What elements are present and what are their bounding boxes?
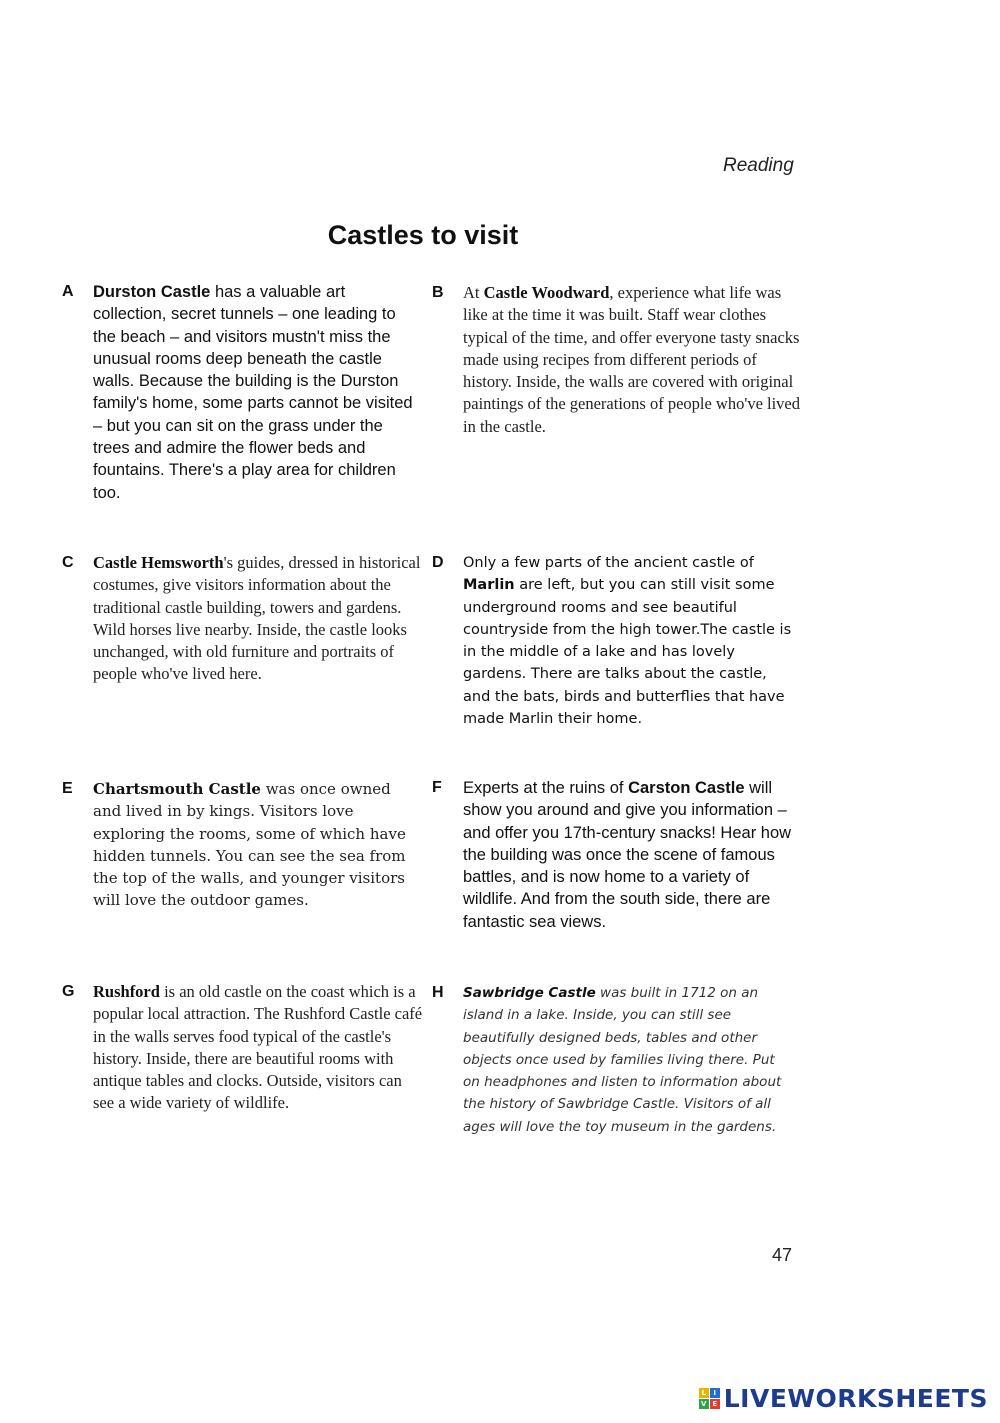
- entry-text: [463, 777, 793, 933]
- entry-intro: Only a few parts of the ancient castle of: [463, 555, 754, 571]
- liveworksheets-icon: [699, 1388, 720, 1409]
- logo-letter: E: [710, 1399, 720, 1409]
- entry-intro: Experts at the ruins of: [463, 779, 629, 797]
- castle-name: Chartsmouth Castle: [93, 780, 261, 798]
- logo-letter: V: [699, 1399, 709, 1409]
- entry-text: [93, 778, 415, 912]
- page-number: 47: [772, 1245, 793, 1265]
- entry-letter: D: [432, 554, 444, 571]
- entry-letter: F: [432, 779, 442, 796]
- entry-intro: At: [463, 283, 484, 302]
- castle-name: Castle Hemsworth: [93, 553, 224, 572]
- entry-text: [93, 552, 423, 686]
- entry-description: are left, but you can still visit some underground rooms and see beautiful countryside from the high tower.The castle is in the middle of a lake and has lovely gardens. There are talks about the castle, and the bats, birds and butterflies that have made Marlin their home.: [463, 577, 792, 728]
- entry-description: 's guides, dressed in historical costumes, give visitors information about the traditional castle building, towers and gardens. Wild horses live nearby. Inside, the castle looks unchanged, with old furniture and portraits of people who've lived here.: [93, 553, 421, 684]
- entry-text: [463, 552, 793, 730]
- castle-name: Rushford: [93, 982, 160, 1001]
- entry-letter: B: [432, 284, 444, 301]
- logo-letter: I: [710, 1388, 720, 1398]
- castle-name: Carston Castle: [628, 779, 745, 797]
- entry-letter: E: [62, 780, 73, 797]
- entry-description: will show you around and give you information – and offer you 17th-century snacks! Hear how the building was once the scene of famous battles, and is now home to a variety of wildlife. And from the south side, there are fantastic sea views.: [463, 779, 792, 931]
- entry-text: [463, 982, 793, 1138]
- castle-name: Sawbridge Castle: [463, 985, 596, 1001]
- entry-text: [93, 981, 423, 1115]
- page-title: Castles to visit: [327, 220, 519, 250]
- liveworksheets-wordmark: LIVEWORKSHEETS: [723, 1384, 988, 1413]
- entry-text: [463, 282, 803, 438]
- entry-letter: G: [62, 983, 75, 1000]
- entry-letter: C: [62, 554, 74, 571]
- entry-letter: A: [62, 283, 74, 300]
- entry-letter: H: [432, 984, 444, 1001]
- castle-name: Durston Castle: [93, 283, 211, 301]
- logo-letter: L: [699, 1388, 709, 1398]
- castle-name: Castle Woodward: [483, 283, 610, 302]
- entry-text: [93, 281, 423, 504]
- entry-description: was built in 1712 on an island in a lake. Inside, you can still see beautifully designed beds, tables and other objects once used by families living there. Put on headphones and listen to information about the history of Sawbridge Castle. Visitors of all ages will love the toy museum in the gardens.: [463, 985, 782, 1135]
- liveworksheets-logo: [699, 1384, 988, 1413]
- entry-description: was once owned and lived in by kings. Visitors love exploring the rooms, some of which have hidden tunnels. You can see the sea from the top of the walls, and younger visitors will love the outdoor games.: [93, 780, 406, 910]
- entry-description: , experience what life was like at the time it was built. Staff wear clothes typical of the time, and offer everyone tasty snacks made using recipes from different periods of history. Inside, the walls are covered with original paintings of the generations of people who've lived in the castle.: [463, 283, 801, 436]
- entry-description: has a valuable art collection, secret tunnels – one leading to the beach – and visitors mustn't miss the unusual rooms deep beneath the castle walls. Because the building is the Durston family's home, some parts cannot be visited – but you can sit on the grass under the trees and admire the flower beds and fountains. There's a play area for children too.: [93, 283, 413, 502]
- castle-name: Marlin: [463, 577, 515, 594]
- entry-description: is an old castle on the coast which is a popular local attraction. The Rushford Castle café in the walls serves food typical of the castle's history. Inside, there are beautiful rooms with antique tables and clocks. Outside, visitors can see a wide variety of wildlife.: [93, 982, 423, 1113]
- section-label: Reading: [723, 155, 794, 176]
